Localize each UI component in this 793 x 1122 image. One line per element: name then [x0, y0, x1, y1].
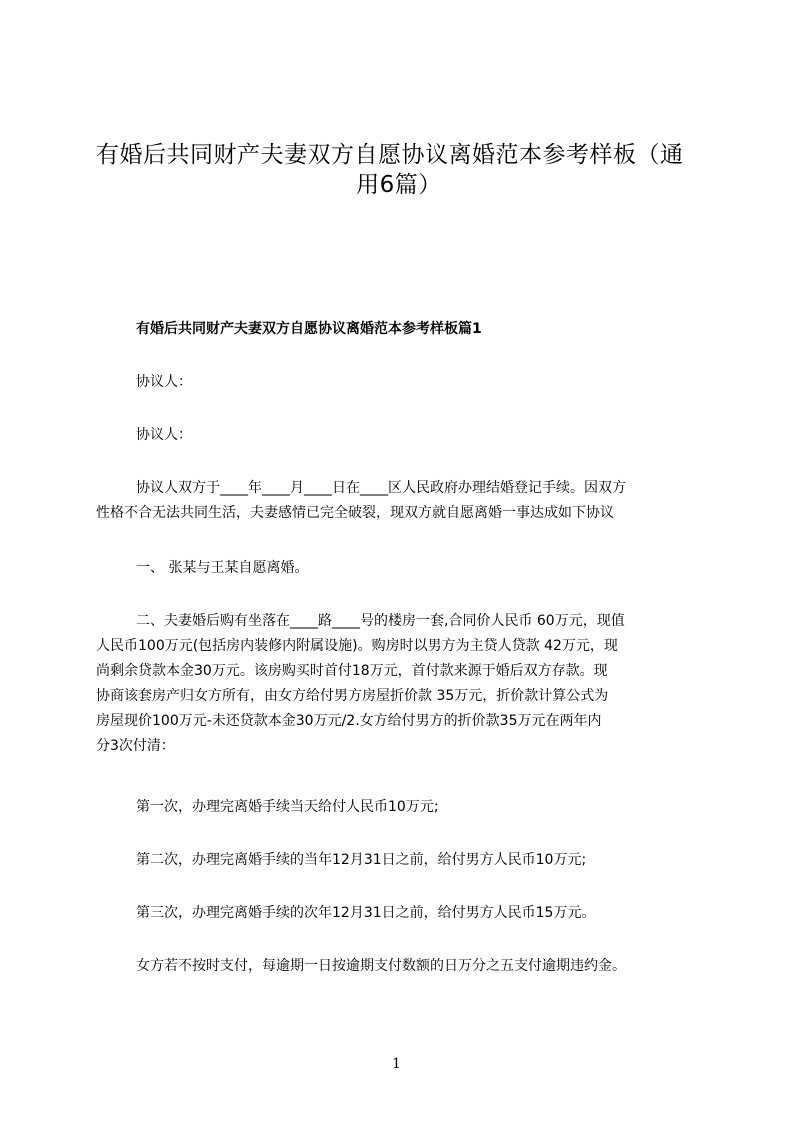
clause-2-line: 人民币100万元(包括房内装修内附属设施)。购房时以男方为主贷人贷款 42万元，现	[96, 638, 618, 654]
intro-line: 性格不合无法共同生活，夫妻感情已完全破裂，现双方就自愿离婚一事达成如下协议	[96, 505, 614, 521]
clause-1: 一、 张某与王某自愿离婚。	[136, 560, 309, 576]
document-title-line2: 用6篇）	[356, 172, 442, 198]
section-heading: 有婚后共同财产夫妻双方自愿协议离婚范本参考样板篇1	[136, 321, 482, 337]
penalty-clause: 女方若不按时支付，每逾期一日按逾期支付数额的日万分之五支付逾期违约金。	[136, 958, 626, 974]
document-title-line1: 有婚后共同财产夫妻双方自愿协议离婚范本参考样板（通	[96, 142, 684, 168]
party2-label: 协议人：	[136, 427, 192, 443]
clause-2-line: 尚剩余贷款本金30万元。该房购买时首付18万元，首付款来源于婚后双方存款。现	[96, 663, 608, 679]
intro-line: 协议人双方于____年____月____日在____区人民政府办理结婚登记手续。因双方	[136, 480, 626, 496]
clause-2-line: 房屋现价100万元-未还贷款本金30万元/2.女方给付男方的折价款35万元在两年内	[96, 713, 602, 729]
page-number: 1	[392, 1056, 401, 1072]
clause-2-line: 二、夫妻婚后购有坐落在____路____号的楼房一套,合同价人民币 60万元，现值	[136, 613, 625, 629]
clause-2-paragraph	[96, 609, 708, 759]
payment-2: 第二次，办理完离婚手续的当年12月31日之前，给付男方人民币10万元;	[136, 852, 587, 868]
payment-1: 第一次，办理完离婚手续当天给付人民币10万元;	[136, 799, 439, 815]
clause-2-line: 协商该套房产归女方所有，由女方给付男方房屋折价款 35万元，折价款计算公式为	[96, 688, 609, 704]
document-title	[96, 140, 702, 200]
party1-label: 协议人：	[136, 374, 192, 390]
clause-2-line: 分3次付清：	[96, 738, 175, 754]
intro-paragraph	[96, 476, 708, 526]
payment-3: 第三次，办理完离婚手续的次年12月31日之前，给付男方人民币15万元。	[136, 905, 596, 921]
